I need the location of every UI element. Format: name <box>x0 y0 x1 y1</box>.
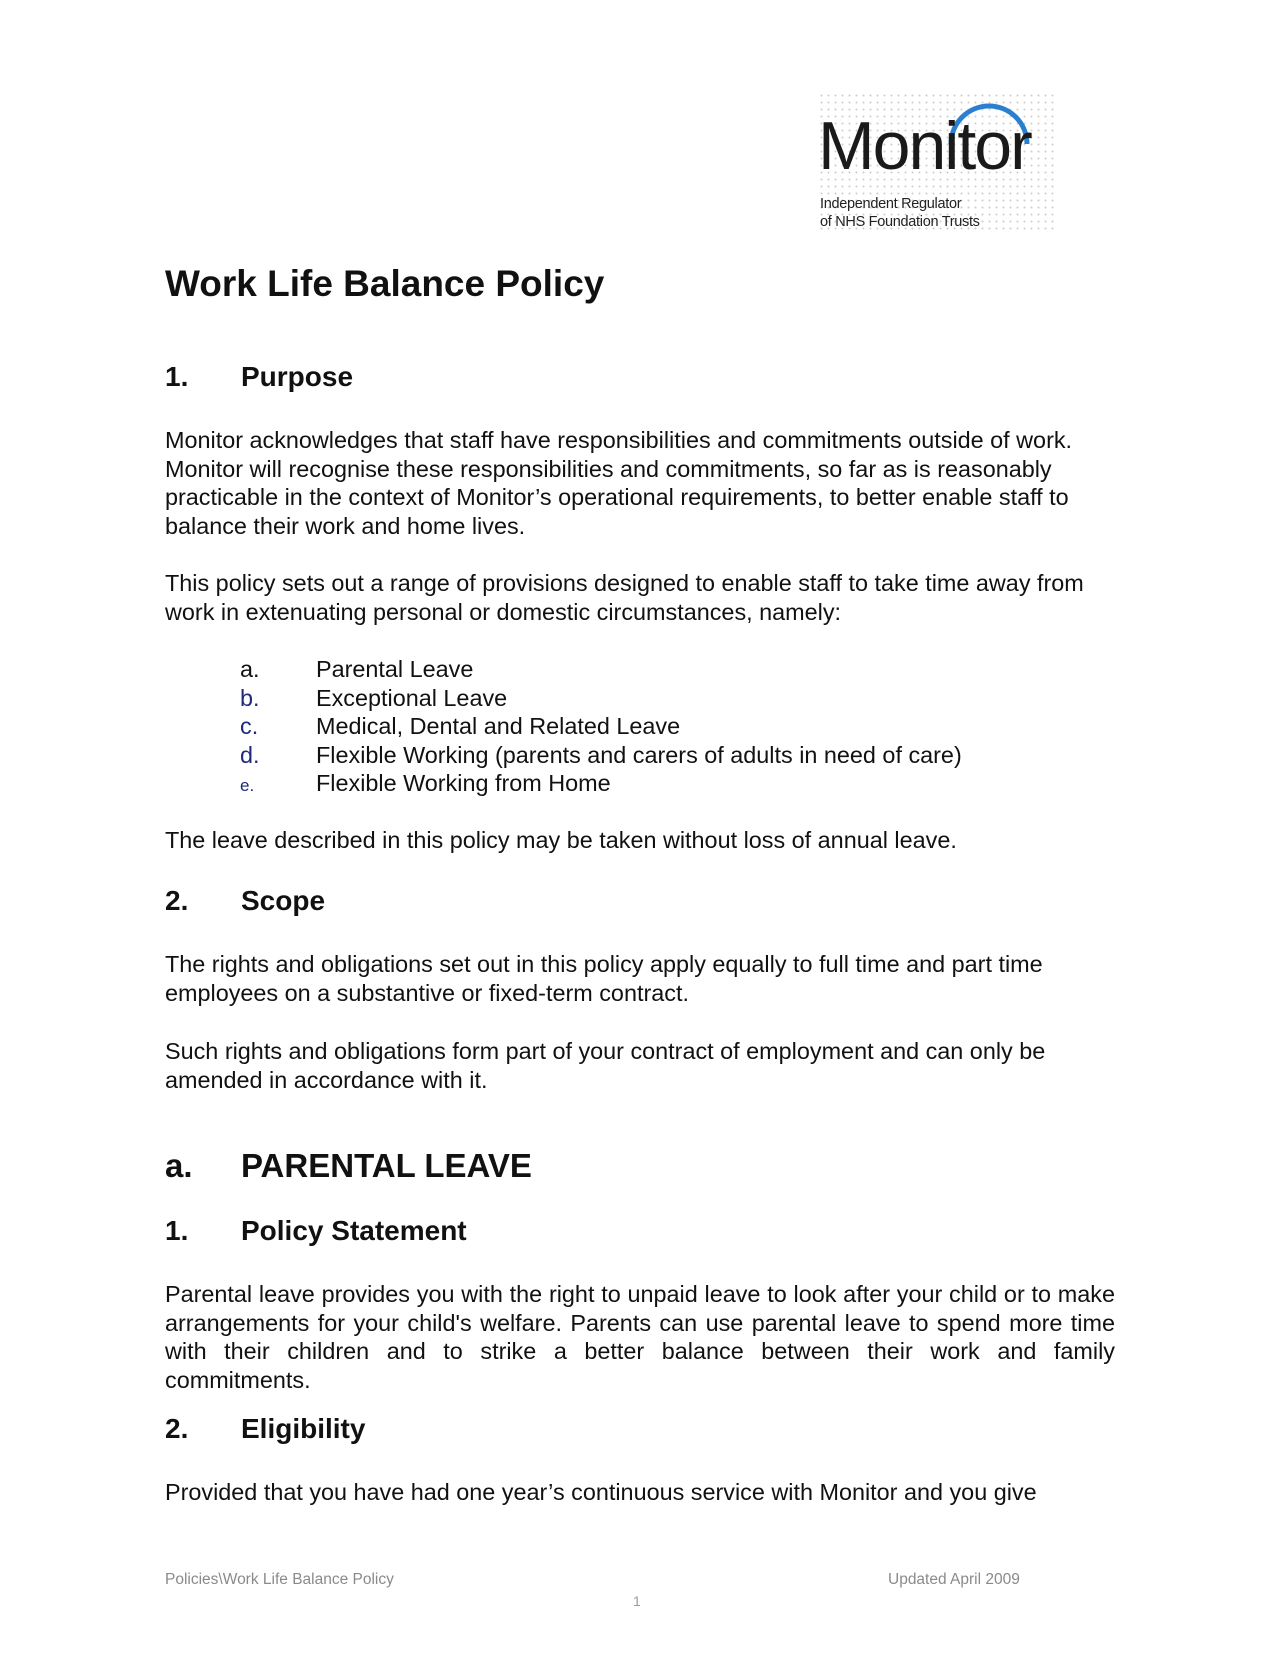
purpose-paragraph-2: This policy sets out a range of provisions designed to enable staff to take time away from work in extenuating personal or domestic circumstances, namely: <box>165 570 1084 625</box>
list-item <box>240 684 962 713</box>
section-letter: a. <box>165 1147 193 1184</box>
list-item-text: Flexible Working from Home <box>316 770 611 797</box>
logo-wordmark: Monitor <box>818 108 1031 184</box>
list-item-text: Exceptional Leave <box>316 684 508 711</box>
purpose-paragraph-1: Monitor acknowledges that staff have responsibilities and commitments outside of work. Monitor will recognise these responsibilities and commitments, so far as is reasonably practicable in the context of Monitor’s operational requirements, to better enable staff to balance their work and home lives. <box>165 427 1073 539</box>
logo-subtitle-line1: Independent Regulator <box>820 196 962 212</box>
page-number: 1 <box>633 1593 641 1609</box>
section-title: Scope <box>241 885 326 916</box>
section-heading-policy-statement <box>165 1214 467 1248</box>
section-number: 1. <box>165 1215 189 1246</box>
footer-updated-date: Updated April 2009 <box>888 1571 1020 1588</box>
section-title: Purpose <box>241 361 354 392</box>
monitor-logo <box>818 92 1058 234</box>
list-marker: c. <box>240 713 259 740</box>
list-item <box>240 655 962 684</box>
policy-statement-paragraph: Parental leave provides you with the right to unpaid leave to look after your child or to make arrangements for your child's welfare. Parents can use parental leave to spend more time with their children and to strike a better balance between their work and family commitments. <box>165 1281 1115 1393</box>
section-heading-scope <box>165 884 325 918</box>
logo-subtitle-line2: of NHS Foundation Trusts <box>820 214 980 230</box>
document-title: Work Life Balance Policy <box>165 263 605 304</box>
list-marker: a. <box>240 656 260 682</box>
list-item-text: Medical, Dental and Related Leave <box>316 713 681 740</box>
list-item-text: Flexible Working (parents and carers of adults in need of care) <box>316 741 962 768</box>
list-marker: d. <box>240 741 260 768</box>
leave-types-list <box>240 655 962 801</box>
list-item <box>240 741 962 770</box>
scope-paragraph-2: Such rights and obligations form part of your contract of employment and can only be amended in accordance with it. <box>165 1038 1046 1093</box>
footer-document-path: Policies\Work Life Balance Policy <box>165 1571 394 1588</box>
section-number: 2. <box>165 885 189 916</box>
section-title: Policy Statement <box>241 1215 467 1246</box>
section-number: 2. <box>165 1413 189 1444</box>
list-item-text: Parental Leave <box>316 656 474 682</box>
eligibility-paragraph: Provided that you have had one year’s continuous service with Monitor and you give <box>165 1479 1037 1505</box>
list-marker: b. <box>240 684 260 711</box>
scope-paragraph-1: The rights and obligations set out in this policy apply equally to full time and part time employees on a substantive or fixed-term contract. <box>165 951 1043 1006</box>
section-heading-parental-leave <box>165 1146 532 1186</box>
section-title: PARENTAL LEAVE <box>241 1147 532 1184</box>
section-number: 1. <box>165 361 189 392</box>
section-heading-eligibility <box>165 1412 365 1446</box>
purpose-paragraph-3: The leave described in this policy may be taken without loss of annual leave. <box>165 827 957 853</box>
section-title: Eligibility <box>241 1413 366 1444</box>
list-item <box>240 769 962 801</box>
list-marker: e. <box>240 776 255 796</box>
list-item <box>240 712 962 741</box>
section-heading-purpose <box>165 360 353 394</box>
